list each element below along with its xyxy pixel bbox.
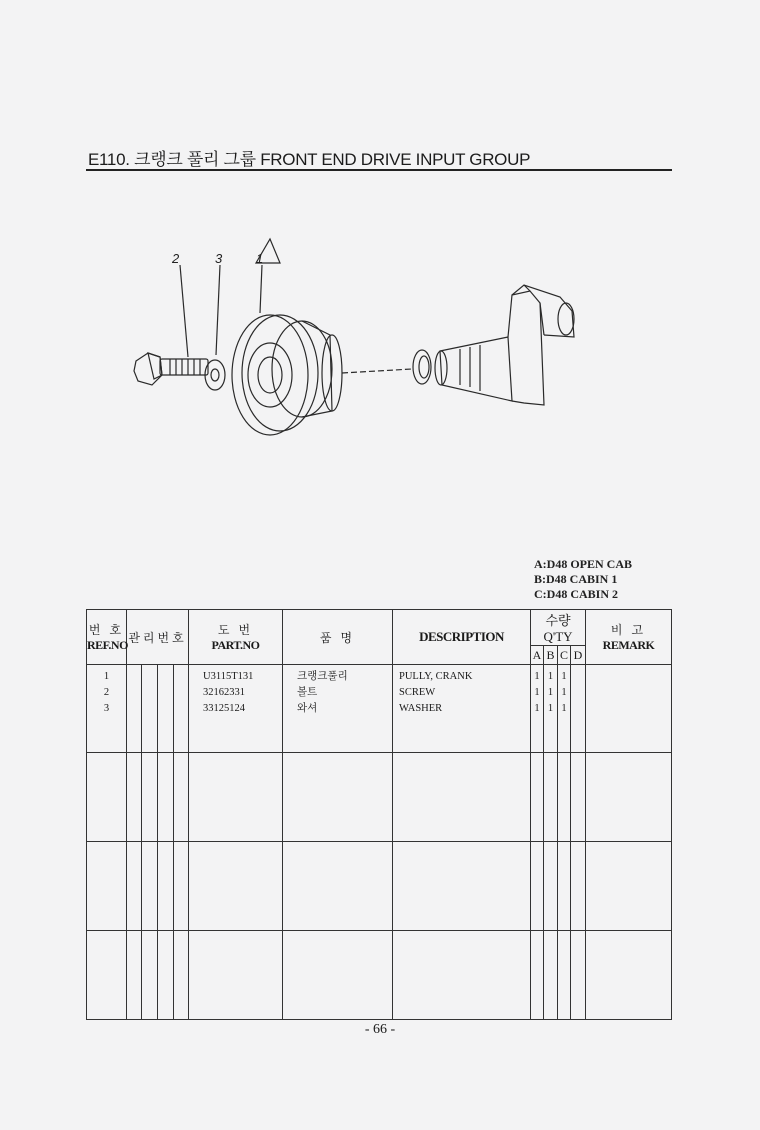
header-qty-c: C bbox=[558, 646, 571, 665]
title-rule bbox=[86, 169, 672, 171]
description-cell: PULLY, CRANK SCREW WASHER bbox=[393, 665, 531, 753]
qty-d-cell bbox=[571, 665, 586, 753]
table-block-empty bbox=[87, 753, 672, 842]
name-kr-cell: 크랭크풀리 볼트 와셔 bbox=[283, 665, 393, 753]
header-remark: 비 고 REMARK bbox=[586, 610, 672, 665]
header-qty: 수량 Q'TY bbox=[531, 610, 586, 646]
exploded-parts-diagram bbox=[120, 225, 590, 455]
remark-cell bbox=[586, 665, 672, 753]
page-number: - 66 - bbox=[364, 1022, 396, 1037]
snap-ring-part bbox=[413, 350, 431, 384]
header-description: DESCRIPTION bbox=[393, 610, 531, 665]
model-legend bbox=[534, 557, 632, 602]
table-block bbox=[87, 665, 672, 753]
header-mgmt-no: 관리번호 bbox=[127, 610, 189, 665]
leader-line-1 bbox=[260, 265, 262, 313]
header-name-kr: 품 명 bbox=[283, 610, 393, 665]
ref-cell bbox=[87, 665, 127, 753]
part-no-cell: U3115T131 32162331 33125124 bbox=[189, 665, 283, 753]
header-qty-b: B bbox=[544, 646, 558, 665]
table-row: 3 bbox=[103, 703, 110, 714]
legend-item-a: A:D48 OPEN CAB bbox=[534, 557, 632, 571]
crank-pulley-part bbox=[232, 315, 342, 435]
header-qty-a: A bbox=[531, 646, 544, 665]
qty-c-cell: 1 1 1 bbox=[558, 665, 571, 753]
callout-3: 3 bbox=[215, 251, 223, 266]
header-part-no: 도 번 PART.NO bbox=[189, 610, 283, 665]
legend-item-b: B:D48 CABIN 1 bbox=[534, 572, 618, 586]
callout-2: 2 bbox=[172, 251, 180, 266]
crankshaft-part bbox=[435, 285, 574, 405]
header-qty-d: D bbox=[571, 646, 586, 665]
leader-line-3 bbox=[216, 265, 220, 355]
table-row: 2 bbox=[103, 687, 110, 698]
header-ref: 번 호 REF.NO bbox=[87, 610, 127, 665]
leader-line-2 bbox=[180, 265, 188, 357]
washer-part bbox=[205, 360, 225, 390]
table-block-empty bbox=[87, 931, 672, 1020]
legend-item-c: C:D48 CABIN 2 bbox=[534, 587, 618, 601]
screw-part bbox=[134, 353, 208, 385]
table-block-empty bbox=[87, 842, 672, 931]
table-row: 1 bbox=[103, 671, 110, 682]
page-title: E110. 크랭크 풀리 그룹 FRONT END DRIVE INPUT GROUP bbox=[88, 150, 531, 169]
qty-b-cell: 1 1 1 bbox=[544, 665, 558, 753]
parts-table bbox=[86, 609, 672, 1020]
qty-a-cell: 1 1 1 bbox=[531, 665, 544, 753]
callout-1: 1 bbox=[256, 251, 264, 266]
